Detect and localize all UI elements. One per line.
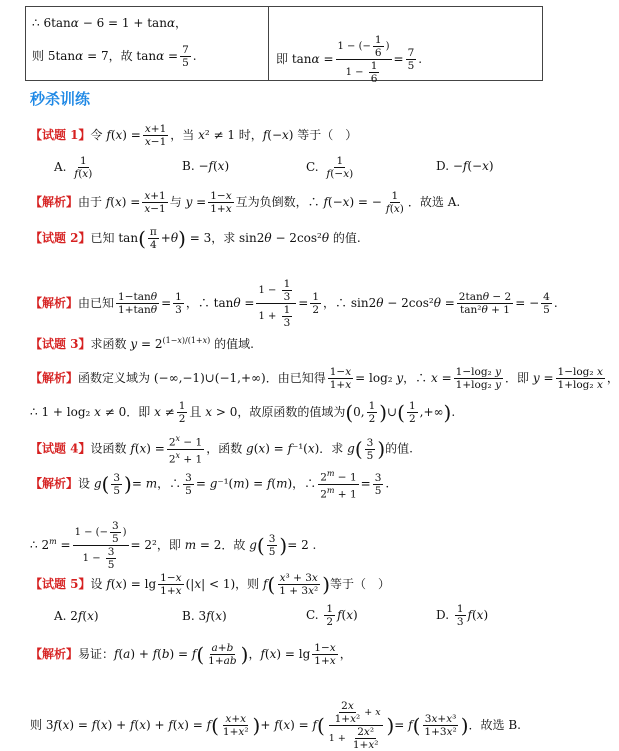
answer-2: 【解析】由已知 $\frac{1-\tan\theta}{1+\tan\theta}$ = $\frac{1}{3}$ ，∴ tanθ = 1 − $\frac{1}{3}$ 1 + $\frac{1}{3}$ = $\frac{1}{2}$ ，∴ sin2θ − 2cos²θ = $\frac{2\tan\theta - 2}{\text{tan²θ + 1}}$ = − $\frac{4}{5}$ . [30,278,558,329]
question-2: 【试题 2】已知 tan( $\frac{\pi}{4}$ +θ) = 3，求 sin2θ − 2cos²θ 的值. [30,226,361,251]
section-heading: 秒杀训练 [30,90,91,108]
a5-tag: 【解析】 [30,647,79,661]
box-right-formula: 即 tanα = 1 − (− $\frac{1}{6}$ ) 1 − $\frac{1}{6}$ = $\frac{7}{5}$ . [276,34,423,85]
box-left-line1: ∴ 6tanα − 6 = 1 + tanα， [32,16,188,30]
answer-5-line1: 【解析】易证：f(a) + f(b) = f( $\frac{a+b}{1+ab}$ )，f(x) = lg $\frac{1-x}{1+x}$ ， [30,642,352,667]
q5-option-a[interactable]: A. 2f(x) [54,609,99,623]
question-4: 【试题 4】设函数 f(x) = $\frac{2^x - 1}{2^x + 1}$ ，函数 g(x) = f⁻¹(x)．求 g( $\frac{3}{5}$ )的值. [30,434,413,465]
q4-tag: 【试题 4】 [30,441,91,456]
a3-tag: 【解析】 [30,371,79,385]
q5-option-b[interactable]: B. 3f(x) [182,609,227,623]
a1-tag: 【解析】 [30,195,79,209]
q1-option-c[interactable]: C. $\frac{1}{f(-x)}$ [306,155,354,180]
box-left-line2: 则 5tanα = 7，故 tanα = $\frac{7}{5}$ . [32,44,197,69]
a2-tag: 【解析】 [30,296,79,310]
answer-4-line1: 【解析】设 g( $\frac{3}{5}$ )= m，∴ $\frac{3}{5}$ = g⁻¹(m) = f(m)，∴ $\frac{2^m - 1}{2^m + 1}$ = $\frac{3}{5}$ . [30,469,390,500]
answer-3-line2: ∴ 1 + log₂ x ≠ 0．即 x ≠ $\frac{1}{2}$ 且 x > 0，故原函数的值域为(0, $\frac{1}{2}$ )∪( $\frac{1}{2}$ ,+∞). [30,400,456,425]
a4-tag: 【解析】 [30,476,79,491]
q1-option-a[interactable]: A. $\frac{1}{f(x)}$ [54,155,93,180]
answer-1: 【解析】由于 f(x) = $\frac{x+1}{x-1}$ 与 y = $\frac{1-x}{1+x}$ 互为负倒数，∴ f(−x) = − $\frac{1}{f(x)}$ ．故选 A. [30,190,461,215]
answer-3-line1: 【解析】函数定义域为 (−∞,−1)∪(−1,+∞)．由已知得 $\frac{1-x}{1+x}$ = log₂ y，∴ x = $\frac{\text{1−log₂ y}}{\text{1+log₂ y}}$ ．即 y = $\frac{\text{1−log₂ x}}{\text{1+log₂ x}}$ ， [30,366,619,391]
question-3: 【试题 3】求函数 $y = 2^{(1-x)/(1+x)}$ 的值域. [30,336,254,351]
q1-option-d[interactable]: D. −f(−x) [436,159,494,173]
q1-tag: 【试题 1】 [30,128,91,142]
question-1: 【试题 1】令 f(x) = $\frac{x+1}{x-1}$ ，当 x² ≠ 1 时，f(−x) 等于（ ） [30,123,358,148]
q2-tag: 【试题 2】 [30,231,91,245]
q5-option-c[interactable]: C. $\frac{1}{2}$ f(x) [306,603,358,628]
answer-5-line2: 则 3f(x) = f(x) + f(x) + f(x) = f( $\frac{x+x}{\text{1+x²}}$ )+ f(x) = f( $\frac{2x}{\text{1+x²}}$ + x 1 + $\frac{\text{2x²}}{\text{1+x²}}$ )= f( $\frac{\text{3x+x³}}{\text{1+3x²}}$ )．故选 B. [30,700,521,751]
q3-tag: 【试题 3】 [30,337,91,351]
question-5: 【试题 5】设 f(x) = lg $\frac{1-x}{1+x}$ (|x| < 1)，则 f( $\frac{\text{x³ + 3x}}{\text{1 + 3x²}}$ )等于（ ） [30,572,391,597]
q5-option-d[interactable]: D. $\frac{1}{3}$ f(x) [436,603,489,628]
q5-tag: 【试题 5】 [30,577,91,591]
answer-4-line2: ∴ $2^m$ = 1 − (− $\frac{3}{5}$ ) 1 − $\frac{3}{5}$ = 2²，即 m = 2．故 g( $\frac{3}{5}$ )= 2 . [30,520,317,571]
q1-option-b[interactable]: B. −f(x) [182,159,230,173]
box-divider [268,7,269,80]
